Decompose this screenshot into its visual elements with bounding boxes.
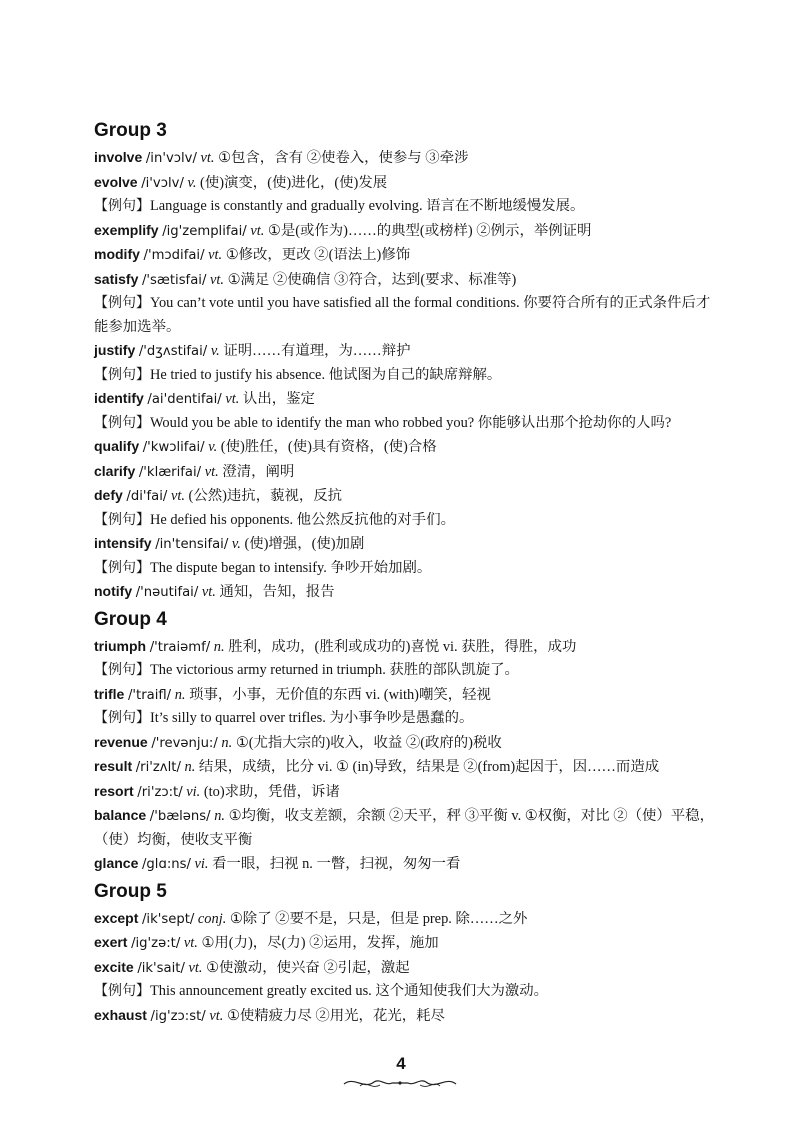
headword: exhaust	[94, 1006, 147, 1023]
part-of-speech: vt.	[208, 247, 223, 263]
vocab-entry	[94, 171, 716, 196]
headword: modify	[94, 246, 140, 262]
part-of-speech: vt.	[183, 935, 198, 951]
part-of-speech: conj.	[197, 910, 227, 927]
definition: ①除了 ②要不是，只是，但是 prep. 除……之外	[229, 910, 528, 927]
definition: 澄清，阐明	[222, 463, 295, 480]
definition: ①包含，含有 ②使卷入，使参与 ③牵涉	[218, 150, 469, 166]
vocab-entry	[94, 956, 716, 981]
part-of-speech: v.	[187, 174, 197, 191]
phonetic: /'traifl/	[127, 687, 172, 703]
example-sentence	[94, 412, 716, 436]
phonetic: /'revənju:/	[151, 735, 218, 751]
part-of-speech: vt.	[210, 271, 224, 288]
headword: except	[94, 909, 139, 926]
phonetic: /ri'zʌlt/	[135, 760, 181, 775]
part-of-speech: vt.	[201, 584, 216, 600]
part-of-speech: v.	[210, 343, 220, 359]
example-text: It’s silly to quarrel over trifles. 为小事争吵是愚蠢的。	[150, 710, 474, 726]
vocab-entry	[94, 460, 716, 485]
part-of-speech: vt.	[204, 463, 219, 480]
phonetic: /ig'zɔ:st/	[150, 1008, 206, 1024]
headword: involve	[94, 149, 143, 165]
phonetic: /ig'zemplifai/	[162, 223, 247, 239]
group-heading: Group 3	[94, 120, 167, 141]
definition: (使)胜任，(使)具有资格，(使)合格	[220, 439, 437, 455]
headword: qualify	[94, 438, 140, 454]
example-tag: 【例句】	[94, 559, 150, 576]
phonetic: /'klærifai/	[138, 464, 202, 480]
definition: 琐事，小事，无价值的东西 vi. (with)嘲笑，轻视	[189, 686, 491, 703]
definition: ①使精疲力尽 ②用光，花光，耗尽	[226, 1007, 445, 1024]
phonetic: /'traiəmf/	[149, 639, 211, 655]
vocab-entry	[94, 339, 716, 364]
headword: clarify	[94, 462, 136, 479]
headword: result	[94, 758, 133, 774]
example-text: He tried to justify his absence. 他试图为自己的缺席辩解。	[150, 366, 502, 383]
vocab-entry	[94, 1004, 716, 1029]
decorative-flourish-icon	[340, 1074, 460, 1092]
example-tag: 【例句】	[94, 983, 150, 999]
example-text: He defied his opponents. 他公然反抗他的对手们。	[150, 511, 455, 528]
part-of-speech: n.	[174, 686, 186, 703]
phonetic: /ig'zə:t/	[131, 936, 181, 951]
phonetic: /ai'dentifai/	[147, 392, 222, 407]
headword: revenue	[94, 733, 148, 750]
headword: exert	[94, 934, 128, 950]
example-text: This announcement greatly excited us. 这个通知使我们大为激动。	[150, 983, 549, 999]
headword: notify	[94, 583, 133, 599]
definition: 通知，告知，报告	[219, 584, 335, 600]
example-text: Would you be able to identify the man who robbed you? 你能够认出那个抢劫你的人吗?	[150, 414, 672, 431]
phonetic: /'kwɔlifai/	[142, 440, 205, 455]
vocab-entry	[94, 907, 716, 932]
vocab-entry	[94, 731, 716, 756]
phonetic: /ik'sait/	[137, 960, 185, 976]
group-heading: Group 5	[94, 880, 167, 902]
group-heading: Group 4	[94, 608, 167, 630]
phonetic: /'nəutifai/	[135, 585, 199, 600]
example-tag: 【例句】	[94, 198, 150, 214]
definition: (to)求助，凭借，诉诸	[203, 783, 340, 800]
part-of-speech: v.	[231, 536, 241, 552]
headword: triumph	[94, 637, 147, 654]
headword: defy	[94, 487, 123, 503]
vocab-entry	[94, 580, 716, 605]
vocab-entry	[94, 387, 716, 412]
phonetic: /di'fai/	[126, 489, 168, 504]
vocab-entry	[94, 435, 716, 460]
example-sentence	[94, 659, 716, 683]
part-of-speech: vt.	[200, 150, 215, 166]
example-sentence	[94, 557, 716, 581]
headword: trifle	[94, 685, 125, 702]
headword: resort	[94, 782, 134, 799]
part-of-speech: n.	[213, 638, 225, 655]
headword: glance	[94, 855, 139, 871]
phonetic: /'mɔdifai/	[143, 248, 205, 263]
headword: evolve	[94, 173, 138, 190]
definition: 证明……有道理，为……辩护	[223, 343, 411, 359]
vocab-entry	[94, 243, 716, 268]
example-tag: 【例句】	[94, 710, 150, 726]
definition: ①均衡，收支差额，余额 ②天平，秤 ③平衡 v. ①权衡，对比 ②（使）平稳，（使）均衡，使收支平衡	[94, 808, 714, 848]
example-tag: 【例句】	[94, 366, 150, 383]
part-of-speech: n.	[214, 808, 225, 824]
headword: satisfy	[94, 270, 139, 287]
definition: 胜利，成功，(胜利或成功的)喜悦 vi. 获胜，得胜，成功	[228, 638, 577, 655]
phonetic: /in'tensifai/	[155, 537, 229, 552]
page-number: 4	[396, 1054, 406, 1073]
example-tag: 【例句】	[94, 662, 150, 678]
definition: ①修改，更改 ②(语法上)修饰	[225, 247, 411, 263]
example-text: You can’t vote until you have satisfied all the formal conditions. 你要符合所有的正式条件后才能参加选举。	[94, 295, 711, 335]
example-sentence	[94, 364, 716, 388]
example-sentence	[94, 980, 716, 1004]
example-tag: 【例句】	[94, 511, 150, 528]
phonetic: /ik'sept/	[141, 911, 195, 927]
headword: justify	[94, 342, 136, 358]
definition: ①(尤指大宗的)收入，收益 ②(政府的)税收	[235, 734, 502, 751]
definition: (使)演变，(使)进化，(使)发展	[200, 174, 388, 191]
example-sentence	[94, 509, 716, 533]
part-of-speech: vt.	[250, 222, 265, 239]
part-of-speech: n.	[221, 734, 233, 751]
vocab-entry	[94, 484, 716, 509]
example-text: The dispute began to intensify. 争吵开始加剧。	[150, 559, 432, 576]
vocab-entry	[94, 931, 716, 956]
part-of-speech: vt.	[188, 959, 203, 976]
headword: balance	[94, 807, 147, 823]
phonetic: /glɑ:ns/	[141, 857, 191, 872]
part-of-speech: vi.	[194, 856, 209, 872]
example-text: Language is constantly and gradually evolving. 语言在不断地缓慢发展。	[150, 198, 585, 214]
part-of-speech: v.	[208, 439, 218, 455]
vocab-entry	[94, 219, 716, 244]
headword: excite	[94, 958, 134, 975]
vocab-entry	[94, 146, 716, 171]
vocab-entry	[94, 683, 716, 708]
part-of-speech: n.	[184, 759, 196, 775]
part-of-speech: vt.	[170, 488, 185, 504]
vocabulary-page	[94, 114, 716, 1028]
phonetic: /'bæləns/	[149, 809, 211, 824]
phonetic: /'sætisfai/	[141, 272, 207, 288]
part-of-speech: vi.	[186, 783, 201, 800]
definition: ①使激动，使兴奋 ②引起，激起	[206, 959, 410, 976]
vocab-entry	[94, 852, 716, 877]
part-of-speech: vt.	[225, 391, 240, 407]
example-tag: 【例句】	[94, 414, 150, 431]
vocab-entry	[94, 804, 716, 852]
phonetic: /i'vɔlv/	[141, 175, 184, 191]
headword: exemplify	[94, 221, 159, 238]
vocab-entry	[94, 755, 716, 780]
definition: ①用(力)，尽(力) ②运用，发挥，施加	[201, 935, 439, 951]
example-sentence	[94, 195, 716, 219]
vocab-entry	[94, 268, 716, 293]
definition: 认出，鉴定	[242, 391, 315, 407]
phonetic: /ri'zɔ:t/	[137, 784, 183, 800]
example-text: The victorious army returned in triumph. 获胜的部队凯旋了。	[150, 662, 519, 678]
definition: ①是(或作为)……的典型(或榜样) ②例示，举例证明	[267, 222, 592, 239]
example-tag: 【例句】	[94, 295, 150, 311]
vocab-entry	[94, 532, 716, 557]
part-of-speech: vt.	[209, 1007, 224, 1024]
vocab-entry	[94, 780, 716, 805]
definition: ①满足 ②使确信 ③符合，达到(要求、标准等)	[227, 271, 517, 288]
definition: (公然)违抗，藐视，反抗	[188, 488, 343, 504]
phonetic: /'dʒʌstifai/	[138, 344, 208, 359]
example-sentence	[94, 292, 716, 339]
phonetic: /in'vɔlv/	[145, 151, 197, 166]
definition: 看一眼，扫视 n. 一瞥，扫视，匆匆一看	[212, 856, 461, 872]
example-sentence	[94, 707, 716, 731]
vocab-entry	[94, 635, 716, 660]
definition: 结果，成绩，比分 vi. ① (in)导致，结果是 ②(from)起因于，因……而造成	[198, 759, 660, 775]
definition: (使)增强，(使)加剧	[244, 536, 365, 552]
headword: identify	[94, 390, 144, 406]
headword: intensify	[94, 535, 152, 551]
